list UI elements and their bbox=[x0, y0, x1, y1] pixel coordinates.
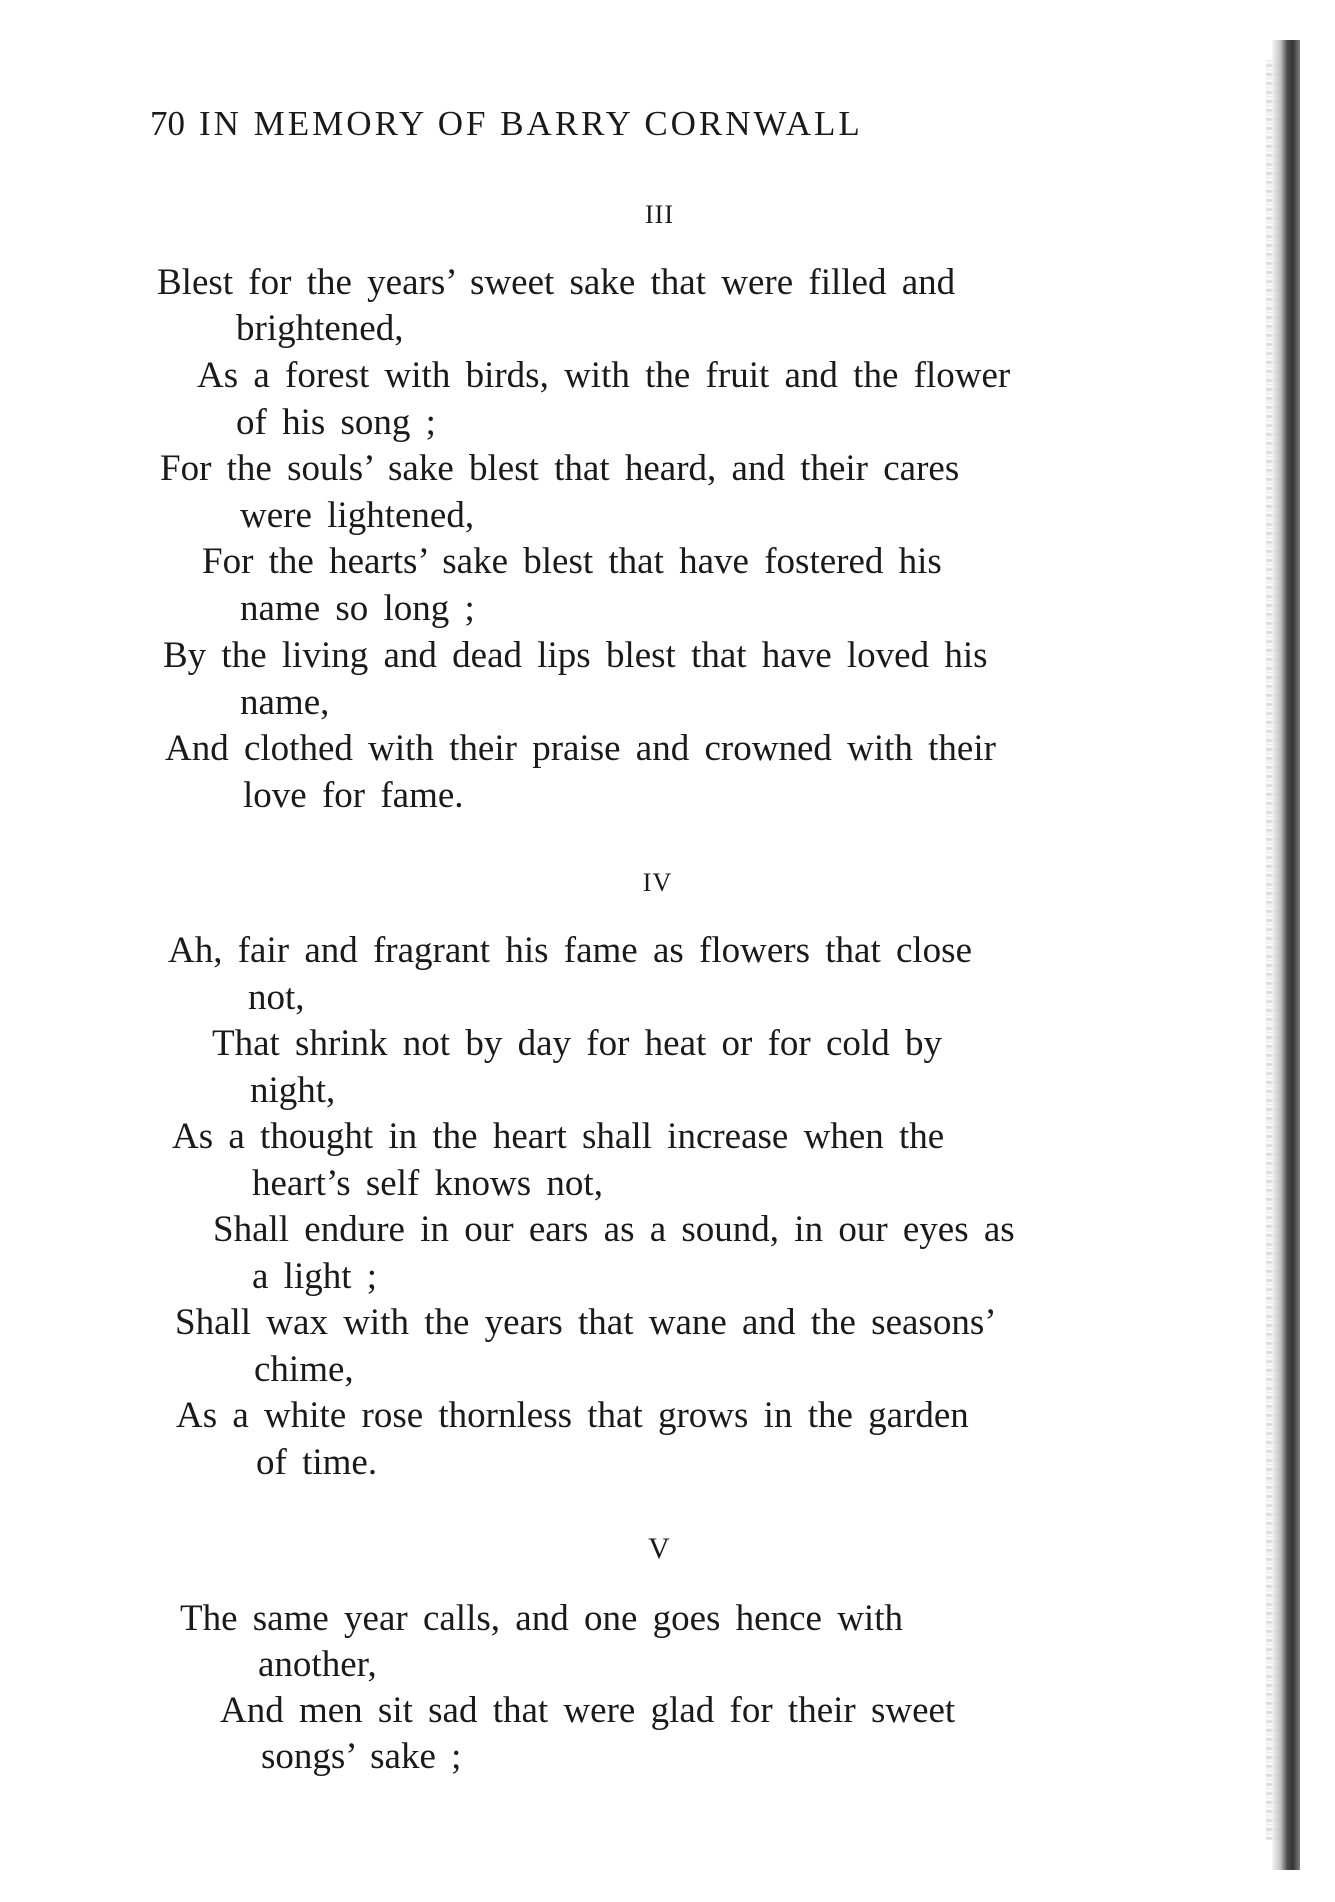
verse-line: For the souls’ sake blest that heard, and their cares bbox=[160, 448, 960, 489]
verse-line: love for fame. bbox=[243, 775, 464, 816]
section-numeral: V bbox=[648, 1532, 671, 1565]
verse-line: a light ; bbox=[252, 1256, 378, 1297]
verse-line: As a white rose thornless that grows in the garden bbox=[176, 1395, 969, 1436]
verse-line: were lightened, bbox=[240, 495, 475, 536]
verse-line: not, bbox=[248, 977, 305, 1018]
running-title: IN MEMORY OF BARRY CORNWALL bbox=[199, 104, 863, 143]
verse-line: That shrink not by day for heat or for cold by bbox=[212, 1023, 942, 1064]
verse-line: of his song ; bbox=[236, 402, 436, 443]
verse-line: heart’s self knows not, bbox=[252, 1163, 603, 1204]
verse-line: brightened, bbox=[236, 308, 404, 349]
verse-line: Blest for the years’ sweet sake that were filled and bbox=[157, 262, 956, 303]
verse-line: As a forest with birds, with the fruit and the flower bbox=[197, 355, 1011, 396]
verse-line: name, bbox=[240, 682, 330, 723]
verse-line: another, bbox=[258, 1644, 377, 1685]
verse-line: Shall endure in our ears as a sound, in our eyes as bbox=[213, 1209, 1015, 1250]
verse-line: As a thought in the heart shall increase when the bbox=[172, 1116, 945, 1157]
verse-line: of time. bbox=[256, 1442, 378, 1483]
verse-line: And clothed with their praise and crowned with their bbox=[165, 728, 996, 769]
verse-line: The same year calls, and one goes hence with bbox=[180, 1598, 903, 1639]
verse-line: songs’ sake ; bbox=[261, 1736, 462, 1777]
running-header bbox=[150, 104, 863, 144]
verse-line: night, bbox=[250, 1070, 336, 1111]
verse-line: And men sit sad that were glad for their sweet bbox=[220, 1690, 956, 1731]
page-number: 70 bbox=[150, 104, 185, 143]
section-numeral: IV bbox=[642, 868, 673, 897]
verse-line: For the hearts’ sake blest that have fostered his bbox=[202, 541, 942, 582]
verse-line: name so long ; bbox=[240, 588, 475, 629]
book-spine-edge bbox=[1272, 40, 1300, 1870]
section-numeral: III bbox=[645, 200, 674, 229]
verse-line: Ah, fair and fragrant his fame as flowers that close bbox=[168, 930, 972, 971]
verse-line: By the living and dead lips blest that have loved his bbox=[163, 635, 988, 676]
verse-line: Shall wax with the years that wane and the seasons’ bbox=[175, 1302, 997, 1343]
verse-line: chime, bbox=[254, 1349, 354, 1390]
